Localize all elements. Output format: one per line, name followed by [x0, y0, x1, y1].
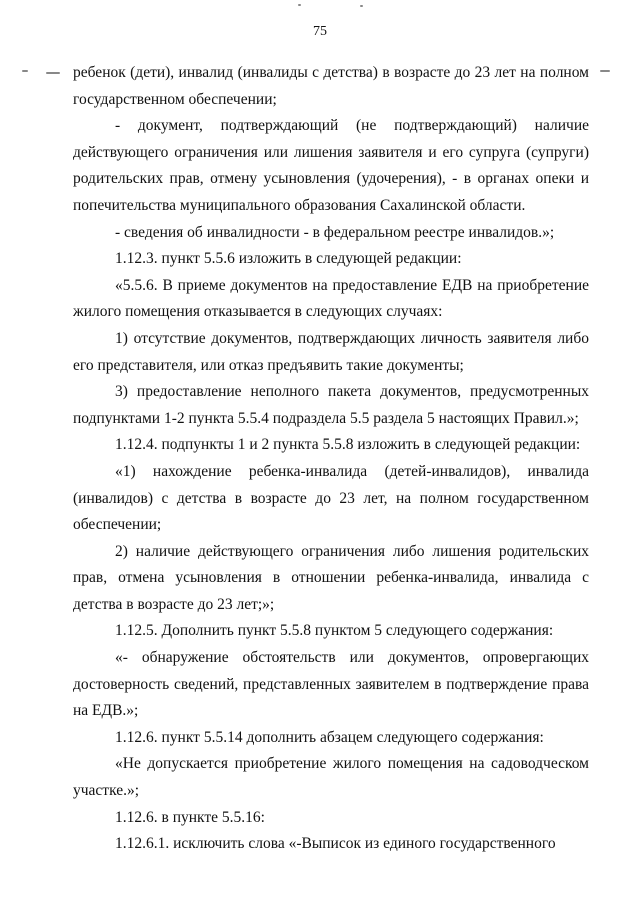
paragraph: 1.12.4. подпункты 1 и 2 пункта 5.5.8 изложить в следующей редакции: — [115, 436, 581, 454]
paragraph: - сведения об инвалидности - в федеральном реестре инвалидов.»; — [115, 223, 555, 241]
scan-speck — [46, 72, 60, 74]
paragraph: 1.12.3. пункт 5.5.6 изложить в следующей редакции: — [115, 250, 462, 268]
paragraph: ребенок (дети), инвалид (инвалиды с детства) в возрасте до 23 лет на полном государственном обеспечении; — [73, 64, 589, 108]
scan-speck — [298, 4, 301, 6]
paragraph: «1) нахождение ребенка-инвалида (детей-инвалидов), инвалида (инвалидов) с детства в возрасте до 23 лет, на полном государственном обеспечении; — [73, 462, 589, 534]
scan-speck — [22, 70, 28, 72]
paragraph: 3) предоставление неполного пакета документов, предусмотренных подпунктами 1-2 пункта 5.5.4 подраздела 5.5 раздела 5 настоящих Правил.»; — [73, 383, 589, 427]
paragraph: «Не допускается приобретение жилого помещения на садоводческом участке.»; — [73, 755, 589, 800]
paragraph: 1.12.6. пункт 5.5.14 дополнить абзацем следующего содержания: — [115, 728, 544, 746]
paragraph: 1) отсутствие документов, подтверждающих личность заявителя либо его представителя, или отказ предъявить такие документы; — [73, 329, 589, 374]
paragraph: 1.12.6.1. исключить слова «-Выписок из единого государственного — [115, 835, 556, 853]
paragraph: 2) наличие действующего ограничения либо лишения родительских прав, отмена усыновления в отношении ребенка-инвалида, инвалида с детства в возрасте до 23 лет;»; — [73, 542, 589, 613]
scan-speck — [360, 5, 363, 7]
document-body — [73, 60, 589, 858]
scan-speck — [600, 70, 610, 72]
paragraph: «5.5.6. В приеме документов на предоставление ЕДВ на приобретение жилого помещения отказывается в следующих случаях: — [73, 276, 589, 321]
page-number: 75 — [313, 24, 327, 39]
paragraph: - документ, подтверждающий (не подтверждающий) наличие действующего ограничения или лишения заявителя и его супруга (супруги) родительских прав, отмену усыновления (удочерения), - в органах опеки и попечительства муниципального образования Сахалинской области. — [73, 117, 589, 214]
paragraph: «- обнаружение обстоятельств или документов, опровергающих достоверность сведений, представленных заявителем в подтверждение права на ЕДВ.»; — [73, 649, 589, 720]
paragraph: 1.12.5. Дополнить пункт 5.5.8 пунктом 5 следующего содержания: — [115, 622, 554, 640]
paragraph: 1.12.6. в пункте 5.5.16: — [115, 808, 265, 826]
